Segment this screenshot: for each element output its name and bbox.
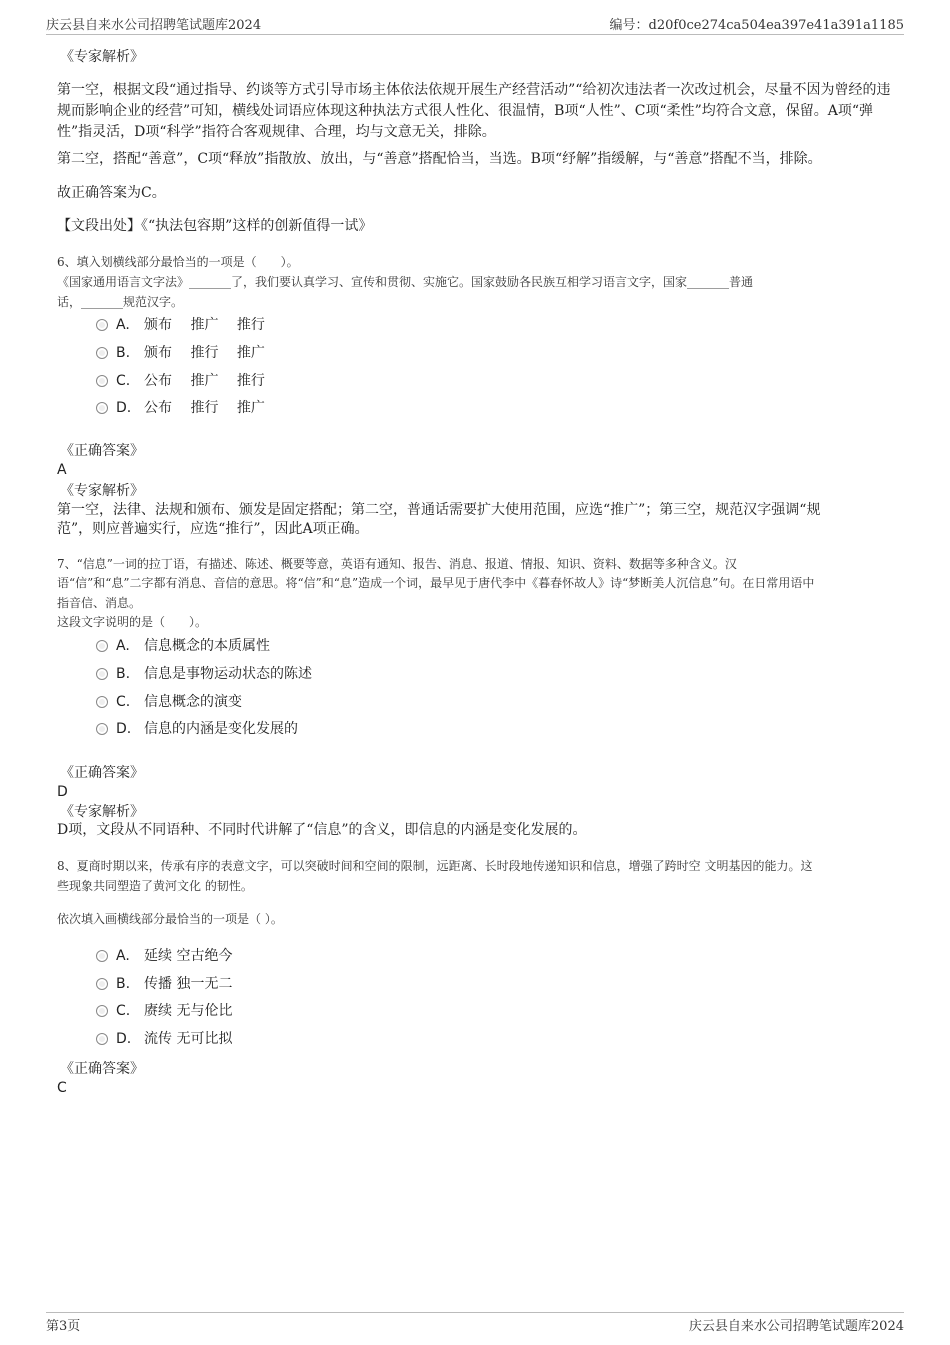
header-doc-id: 编号：d20f0ce274ca504ea397e41a391a1185 <box>609 18 904 33</box>
q7-stem-line3: 指音信、消息。 <box>57 596 142 610</box>
q7-answer: D <box>57 784 68 800</box>
prev-expert-label: 《专家解析》 <box>60 49 144 65</box>
q6-text-line1: 《国家通用语言文字法》_______了，我们要认真学习、宣传和贯彻、实施它。国家鼓励各民族互相学习语言文字，国家_______普通 <box>57 275 754 289</box>
q6-analysis-line2: 范”，则应普遍实行，应选“推行”，因此A项正确。 <box>57 521 369 537</box>
q6-option-d[interactable]: D. 公布 推行 推广 <box>96 398 265 418</box>
footer-title: 庆云县自来水公司招聘笔试题库2024 <box>688 1319 904 1334</box>
q8-option-b[interactable]: B. 传播 独一无二 <box>96 974 232 994</box>
prev-answer-summary: 故正确答案为C。 <box>57 185 166 201</box>
radio-icon[interactable] <box>96 950 108 962</box>
radio-icon[interactable] <box>96 1033 108 1045</box>
radio-icon[interactable] <box>96 319 108 331</box>
radio-icon[interactable] <box>96 347 108 359</box>
radio-icon[interactable] <box>96 402 108 414</box>
radio-icon[interactable] <box>96 723 108 735</box>
q6-expert-label: 《专家解析》 <box>60 483 144 499</box>
q6-answer: A <box>57 462 67 478</box>
q7-stem-line2: 语“信”和“息”二字都有消息、音信的意思。将“信”和“息”造成一个词，最早见于唐代李中《暮春怀故人》诗“梦断美人沉信息”句。在日常用语中 <box>57 576 815 590</box>
radio-icon[interactable] <box>96 696 108 708</box>
q6-analysis-line1: 第一空，法律、法规和颁布、颁发是固定搭配；第二空，普通话需要扩大使用范围，应选“推广”；第三空，规范汉字强调“规 <box>57 502 821 518</box>
prev-source: 【文段出处】《“执法包容期”这样的创新值得一试》 <box>57 218 373 234</box>
radio-icon[interactable] <box>96 978 108 990</box>
radio-icon[interactable] <box>96 640 108 652</box>
q6-answer-label: 《正确答案》 <box>60 443 144 459</box>
q8-question: 依次填入画横线部分最恰当的一项是（ ）。 <box>57 912 283 926</box>
q7-question: 这段文字说明的是（ ）。 <box>57 615 208 629</box>
q6-stem: 6、填入划横线部分最恰当的一项是（ ）。 <box>57 255 299 269</box>
q6-text-line2: 话，_______规范汉字。 <box>57 295 184 309</box>
q8-option-c[interactable]: C. 赓续 无与伦比 <box>96 1001 232 1021</box>
q8-stem-line2: 些现象共同塑造了黄河文化 的韧性。 <box>57 879 253 893</box>
q7-expert-label: 《专家解析》 <box>60 804 144 820</box>
page-header <box>46 14 904 35</box>
q7-stem-line1: 7、“信息”一词的拉丁语，有描述、陈述、概要等意，英语有通知、报告、消息、报道、情报、知识、资料、数据等多种含义。汉 <box>57 557 737 571</box>
prev-analysis-p2: 第二空，搭配“善意”，C项“释放”指散放、放出，与“善意”搭配恰当，当选。B项“纾解”指缓解，与“善意”搭配不当，排除。 <box>57 151 822 167</box>
q8-answer-label: 《正确答案》 <box>60 1061 144 1077</box>
q6-option-a[interactable]: A. 颁布 推广 推行 <box>96 315 265 335</box>
q8-option-a[interactable]: A. 延续 空古绝今 <box>96 946 232 966</box>
q7-option-d[interactable]: D. 信息的内涵是变化发展的 <box>96 719 298 739</box>
prev-analysis-p1: 第一空，根据文段“通过指导、约谈等方式引导市场主体依法依规开展生产经营活动”“给初次违法者一次改过机会，尽量不因为曾经的违规而影响企业的经营”可知，横线处词语应体现这种执法方式很人性化、很温情，B项“人性”、C项“柔性”均符合文意，保留。A项“弹性”指灵活，D项“科学”指符合客观规律、合理，均与文意无关，排除。 <box>57 82 891 140</box>
q7-answer-label: 《正确答案》 <box>60 765 144 781</box>
q8-answer: C <box>57 1080 67 1096</box>
radio-icon[interactable] <box>96 668 108 680</box>
q7-option-b[interactable]: B. 信息是事物运动状态的陈述 <box>96 664 312 684</box>
q7-option-a[interactable]: A. 信息概念的本质属性 <box>96 636 270 656</box>
page-footer <box>46 1312 904 1335</box>
q6-option-b[interactable]: B. 颁布 推行 推广 <box>96 343 265 363</box>
header-title: 庆云县自来水公司招聘笔试题库2024 <box>46 18 262 33</box>
q8-option-d[interactable]: D. 流传 无可比拟 <box>96 1029 232 1049</box>
q8-stem-line1: 8、夏商时期以来，传承有序的表意文字，可以突破时间和空间的限制，远距离、长时段地传递知识和信息，增强了跨时空 文明基因的能力。这 <box>57 859 813 873</box>
q6-option-c[interactable]: C. 公布 推广 推行 <box>96 371 265 391</box>
page-number: 第3页 <box>46 1319 81 1334</box>
q7-analysis: D项，文段从不同语种、不同时代讲解了“信息”的含义，即信息的内涵是变化发展的。 <box>57 822 587 838</box>
radio-icon[interactable] <box>96 375 108 387</box>
radio-icon[interactable] <box>96 1005 108 1017</box>
q7-option-c[interactable]: C. 信息概念的演变 <box>96 692 242 712</box>
